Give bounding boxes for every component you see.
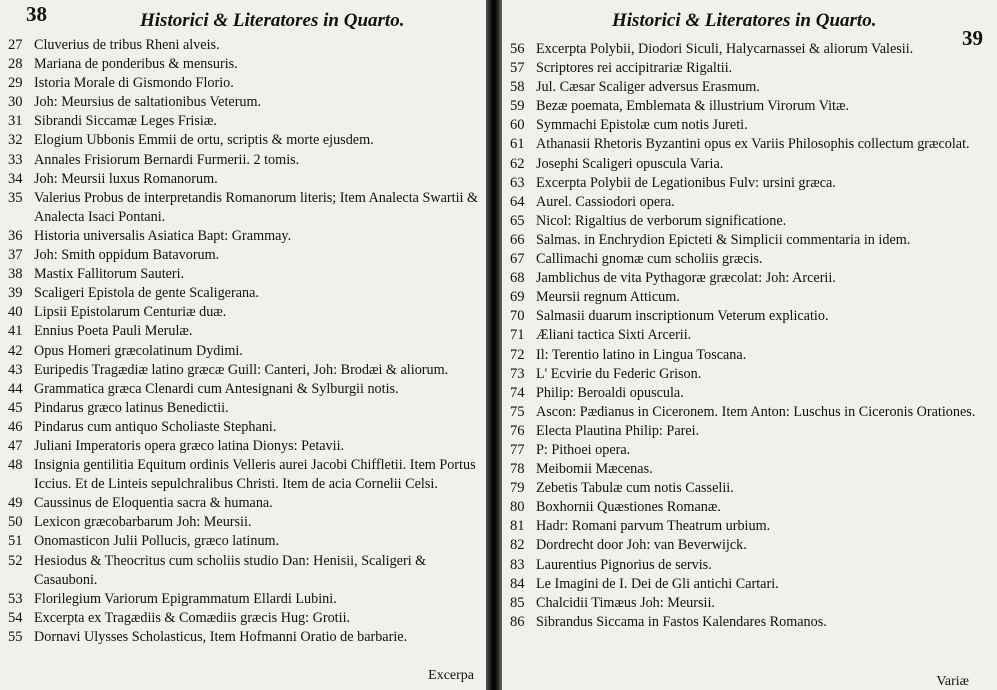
entry-title: Caussinus de Eloquentia sacra & humana.	[34, 495, 273, 512]
entry-title: Onomasticon Julii Pollucis, græco latinum.	[34, 533, 280, 550]
entry-number: 32	[8, 132, 23, 149]
right-page	[502, 0, 997, 690]
entry-title: Excerpta Polybii, Diodori Siculi, Halycarnassei & aliorum Valesii.	[536, 41, 914, 57]
entry-title: Joh: Meursius de saltationibus Veterum.	[34, 94, 262, 111]
entry-number: 50	[8, 514, 23, 531]
catalogue-entry	[510, 575, 992, 594]
entry-number: 73	[510, 365, 525, 382]
catalogue-entry	[510, 269, 992, 288]
catalogue-entry	[8, 437, 484, 456]
entry-number: 51	[8, 533, 23, 550]
entry-title: Chalcidii Timæus Joh: Meursii.	[536, 594, 715, 611]
entry-number: 72	[510, 346, 525, 363]
running-head: Historici & Literatores in Quarto.	[140, 10, 405, 31]
entry-number: 76	[510, 422, 525, 439]
catalogue-list	[510, 40, 992, 632]
entry-title: Æliani tactica Sixti Arcerii.	[536, 327, 692, 344]
catalogue-entry	[510, 517, 992, 536]
entry-title: Grammatica græca Clenardi cum Antesignani & Sylburgii notis.	[34, 380, 399, 397]
entry-title: Pindarus cum antiquo Scholiaste Stephani.	[34, 418, 277, 435]
entry-title: Euripedis Tragædiæ latino græcæ Guill: Canteri, Joh: Brodæi & aliorum.	[34, 361, 449, 378]
entry-title: Jul. Cæsar Scaliger adversus Erasmum.	[536, 79, 760, 96]
entry-number: 78	[510, 461, 525, 478]
catalogue-entry	[8, 590, 484, 609]
entry-number: 57	[510, 60, 525, 77]
entry-title: Salmas. in Enchrydion Epicteti & Simplicii commentaria in idem.	[536, 231, 911, 248]
entry-number: 58	[510, 79, 525, 96]
entry-number: 38	[8, 266, 23, 283]
entry-title: Excerpta ex Tragædiis & Comædiis græcis Hug: Grotii.	[34, 609, 351, 626]
catalogue-entry	[510, 441, 992, 460]
catalogue-entry	[8, 189, 484, 227]
entry-number: 43	[8, 361, 23, 378]
entry-number: 68	[510, 270, 525, 287]
catalogue-entry	[8, 55, 484, 74]
entry-number: 82	[510, 537, 525, 554]
entry-number: 40	[8, 304, 23, 321]
catalogue-entry	[8, 36, 484, 55]
catalogue-entry	[510, 174, 992, 193]
entry-number: 52	[8, 552, 23, 569]
entry-title: Dordrecht door Joh: van Beverwijck.	[536, 537, 747, 554]
book-gutter	[486, 0, 502, 690]
entry-number: 30	[8, 94, 23, 111]
entry-title: P: Pithoei opera.	[536, 441, 631, 458]
catalogue-entry	[510, 116, 992, 135]
entry-title: Annales Frisiorum Bernardi Furmerii. 2 tomis.	[34, 151, 300, 168]
catalogue-entry	[510, 193, 992, 212]
entry-title: Opus Homeri græcolatinum Dydimi.	[34, 342, 243, 359]
catalogue-entry	[8, 361, 484, 380]
entry-number: 77	[510, 441, 525, 458]
entry-title: Le Imagini de I. Dei de Gli antichi Cartari.	[536, 575, 779, 592]
entry-title: Joh: Smith oppidum Batavorum.	[34, 247, 220, 264]
catalogue-entry	[8, 532, 484, 551]
entry-number: 55	[8, 628, 23, 645]
entry-title: Symmachi Epistolæ cum notis Jureti.	[536, 117, 748, 134]
page-number: 39	[962, 26, 983, 50]
left-page	[0, 0, 486, 690]
catalogue-entry	[8, 246, 484, 265]
entry-title: Lexicon græcobarbarum Joh: Meursii.	[34, 514, 252, 531]
catalogue-entry	[510, 536, 992, 555]
entry-title: Jamblichus de vita Pythagoræ græcolat: Joh: Arcerii.	[536, 270, 836, 287]
entry-number: 79	[510, 480, 525, 497]
entry-number: 47	[8, 437, 23, 454]
catalogue-entry	[8, 380, 484, 399]
entry-number: 62	[510, 155, 525, 172]
entry-number: 49	[8, 495, 23, 512]
catalogue-entry	[8, 552, 484, 590]
entry-title: Aurel. Cassiodori opera.	[536, 193, 675, 210]
catalogue-entry	[8, 93, 484, 112]
catalogue-entry	[510, 212, 992, 231]
catalogue-entry	[8, 456, 484, 494]
entry-title: Hesiodus & Theocritus cum scholiis studio Dan: Henisii, Scaligeri & Casauboni.	[34, 552, 427, 588]
entry-number: 75	[510, 403, 525, 420]
catalogue-entry	[510, 498, 992, 517]
catchword: Excerpa	[428, 668, 474, 683]
running-head: Historici & Literatores in Quarto.	[612, 10, 877, 31]
entry-number: 66	[510, 231, 525, 248]
catalogue-entry	[510, 479, 992, 498]
entry-number: 86	[510, 613, 525, 630]
entry-number: 69	[510, 289, 525, 306]
entry-number: 45	[8, 399, 23, 416]
entry-number: 65	[510, 212, 525, 229]
catalogue-entry	[510, 155, 992, 174]
catalogue-entry	[8, 322, 484, 341]
entry-number: 81	[510, 518, 525, 535]
entry-number: 84	[510, 575, 525, 592]
entry-number: 28	[8, 56, 23, 73]
entry-number: 83	[510, 556, 525, 573]
entry-title: Pindarus græco latinus Benedictii.	[34, 399, 229, 416]
entry-title: Electa Plautina Philip: Parei.	[536, 422, 700, 439]
entry-title: Il: Terentio latino in Lingua Toscana.	[536, 346, 747, 363]
entry-number: 56	[510, 41, 525, 57]
catalogue-entry	[8, 151, 484, 170]
entry-title: Istoria Morale di Gismondo Florio.	[34, 75, 234, 92]
catalogue-entry	[8, 609, 484, 628]
entry-number: 80	[510, 499, 525, 516]
catalogue-entry	[510, 613, 992, 632]
catalogue-entry	[510, 384, 992, 403]
catalogue-list	[8, 36, 484, 647]
entry-number: 37	[8, 247, 23, 264]
catalogue-entry	[510, 250, 992, 269]
catalogue-entry	[8, 628, 484, 647]
catalogue-entry	[510, 231, 992, 250]
entry-title: Elogium Ubbonis Emmii de ortu, scriptis & morte ejusdem.	[34, 132, 374, 149]
entry-title: Florilegium Variorum Epigrammatum Ellardi Lubini.	[34, 590, 337, 607]
catalogue-entry	[8, 513, 484, 532]
catalogue-entry	[510, 326, 992, 345]
entry-title: Sibrandus Siccama in Fastos Kalendares Romanos.	[536, 613, 827, 630]
catalogue-entry	[510, 307, 992, 326]
entry-number: 27	[8, 37, 23, 53]
catalogue-entry	[8, 494, 484, 513]
catalogue-entry	[8, 170, 484, 189]
entry-number: 64	[510, 193, 525, 210]
entry-title: Salmasii duarum inscriptionum Veterum explicatio.	[536, 308, 829, 325]
entry-number: 41	[8, 323, 23, 340]
entry-number: 59	[510, 98, 525, 115]
entry-title: Sibrandi Siccamæ Leges Frisiæ.	[34, 113, 217, 130]
entry-title: Joh: Meursii luxus Romanorum.	[34, 170, 218, 187]
catalogue-entry	[8, 342, 484, 361]
entry-number: 53	[8, 590, 23, 607]
entry-number: 42	[8, 342, 23, 359]
entry-number: 63	[510, 174, 525, 191]
catalogue-entry	[510, 40, 992, 59]
entry-title: Lipsii Epistolarum Centuriæ duæ.	[34, 304, 227, 321]
entry-title: Juliani Imperatoris opera græco latina Dionys: Petavii.	[34, 437, 345, 454]
entry-title: Ascon: Pædianus in Ciceronem. Item Anton: Luschus in Ciceronis Orationes.	[536, 403, 976, 420]
entry-title: Mariana de ponderibus & mensuris.	[34, 56, 238, 73]
catalogue-entry	[510, 78, 992, 97]
catalogue-entry	[510, 460, 992, 479]
entry-title: Ennius Poeta Pauli Merulæ.	[34, 323, 193, 340]
entry-number: 34	[8, 170, 23, 187]
entry-number: 67	[510, 251, 525, 268]
entry-number: 39	[8, 285, 23, 302]
entry-number: 70	[510, 308, 525, 325]
entry-title: Dornavi Ulysses Scholasticus, Item Hofmanni Oratio de barbarie.	[34, 628, 408, 645]
catalogue-entry	[510, 135, 992, 154]
catchword: Variæ	[936, 674, 969, 689]
catalogue-entry	[510, 97, 992, 116]
entry-number: 60	[510, 117, 525, 134]
entry-title: Scriptores rei accipitrariæ Rigaltii.	[536, 60, 733, 77]
catalogue-entry	[8, 74, 484, 93]
entry-number: 36	[8, 227, 23, 244]
entry-number: 85	[510, 594, 525, 611]
entry-number: 54	[8, 609, 23, 626]
entry-number: 31	[8, 113, 23, 130]
entry-title: Athanasii Rhetoris Byzantini opus ex Variis Philosophis collectum græcolat.	[536, 136, 970, 153]
entry-title: Boxhornii Quæstiones Romanæ.	[536, 499, 721, 516]
entry-title: Zebetis Tabulæ cum notis Casselii.	[536, 480, 734, 497]
entry-title: Josephi Scaligeri opuscula Varia.	[536, 155, 724, 172]
entry-number: 61	[510, 136, 525, 153]
entry-number: 29	[8, 75, 23, 92]
page-number: 38	[26, 2, 47, 26]
entry-title: L' Ecvirie du Federic Grison.	[536, 365, 702, 382]
entry-title: Historia universalis Asiatica Bapt: Grammay.	[34, 227, 292, 244]
entry-number: 33	[8, 151, 23, 168]
entry-title: Excerpta Polybii de Legationibus Fulv: ursini græca.	[536, 174, 836, 191]
catalogue-entry	[510, 346, 992, 365]
entry-title: Meursii regnum Atticum.	[536, 289, 680, 306]
catalogue-entry	[8, 284, 484, 303]
catalogue-entry	[510, 594, 992, 613]
entry-title: Mastix Fallitorum Sauteri.	[34, 266, 185, 283]
entry-number: 46	[8, 418, 23, 435]
catalogue-entry	[510, 59, 992, 78]
entry-title: Callimachi gnomæ cum scholiis græcis.	[536, 251, 763, 268]
catalogue-entry	[8, 131, 484, 150]
entry-title: Bezæ poemata, Emblemata & illustrium Virorum Vitæ.	[536, 98, 850, 115]
entry-title: Laurentius Pignorius de servis.	[536, 556, 712, 573]
entry-number: 71	[510, 327, 525, 344]
entry-number: 48	[8, 457, 23, 474]
entry-title: Insignia gentilitia Equitum ordinis Velleris aurei Jacobi Chiffletii. Item Portus Iccius. Et de Linteis sepulchralibus Christi. Item de acia Cornelii Celsi.	[34, 457, 476, 493]
catalogue-entry	[8, 265, 484, 284]
entry-number: 74	[510, 384, 525, 401]
catalogue-entry	[510, 556, 992, 575]
entry-number: 44	[8, 380, 23, 397]
entry-title: Valerius Probus de interpretandis Romanorum literis; Item Analecta Swartii & Analecta Isaci Pontani.	[34, 189, 479, 225]
catalogue-entry	[510, 403, 992, 422]
entry-title: Hadr: Romani parvum Theatrum urbium.	[536, 518, 771, 535]
catalogue-entry	[510, 365, 992, 384]
entry-title: Nicol: Rigaltius de verborum significatione.	[536, 212, 787, 229]
catalogue-entry	[8, 112, 484, 131]
catalogue-entry	[8, 303, 484, 322]
catalogue-entry	[8, 227, 484, 246]
catalogue-entry	[510, 288, 992, 307]
entry-title: Meibomii Mæcenas.	[536, 461, 653, 478]
entry-title: Scaligeri Epistola de gente Scaligerana.	[34, 285, 259, 302]
entry-title: Cluverius de tribus Rheni alveis.	[34, 37, 220, 53]
catalogue-entry	[510, 422, 992, 441]
catalogue-entry	[8, 418, 484, 437]
catalogue-entry	[8, 399, 484, 418]
entry-number: 35	[8, 189, 23, 206]
entry-title: Philip: Beroaldi opuscula.	[536, 384, 684, 401]
